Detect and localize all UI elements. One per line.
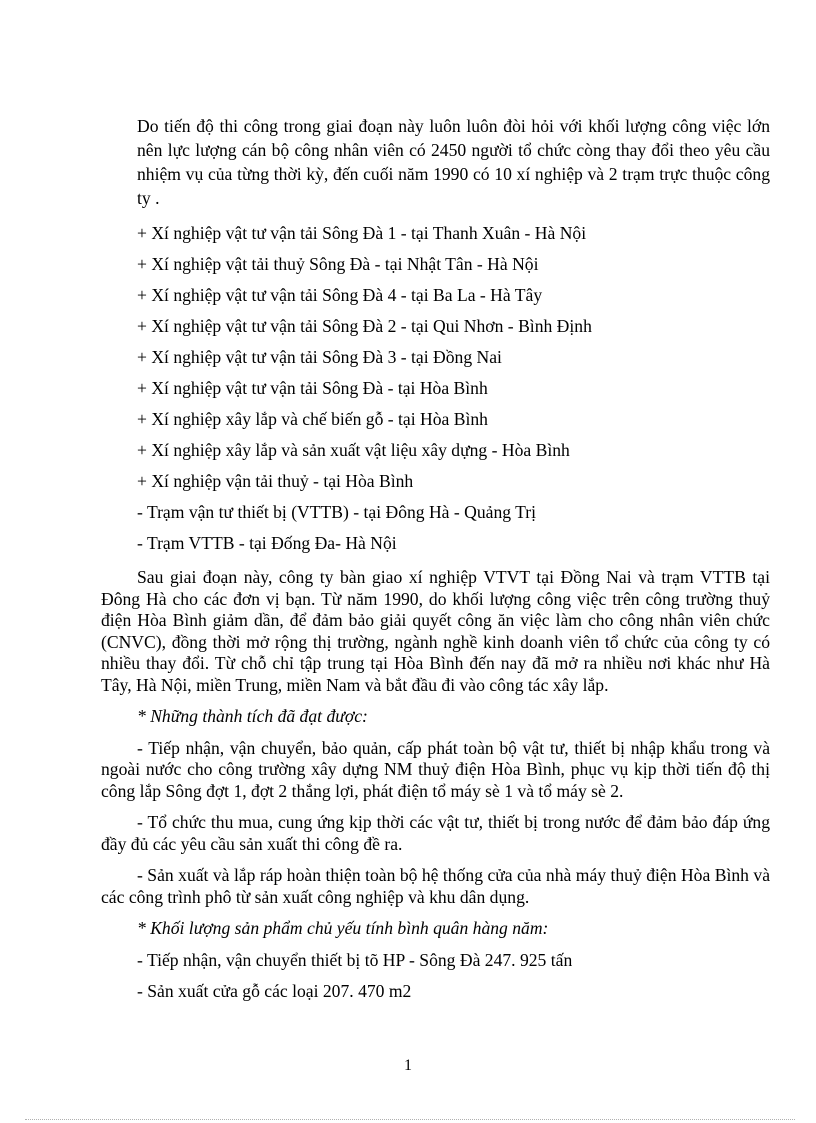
list-item: + Xí nghiệp vật tải thuỷ Sông Đà - tại Nhật Tân - Hà Nội: [137, 254, 539, 274]
spacer: [137, 908, 770, 918]
intro-paragraph: [137, 90, 770, 210]
output-item: - Tiếp nhận, vận chuyển thiết bị tõ HP - Sông Đà 247. 925 tấn: [137, 949, 573, 970]
spacer: [137, 940, 770, 950]
list-item: + Xí nghiệp xây lắp và chế biến gỗ - tại Hòa Bình: [137, 409, 488, 429]
page-body: [101, 90, 770, 1003]
achievement-text: - Tổ chức thu mua, cung ứng kịp thời các vật tư, thiết bị trong nước để đảm bảo đáp ứng đầy đủ các yêu cầu sản xuất thi công đề ra.: [101, 812, 770, 854]
output-heading: * Khối lượng sản phẩm chủ yếu tính bình quân hàng năm:: [137, 918, 549, 938]
list-item: + Xí nghiệp vật tư vận tải Sông Đà 3 - tại Đồng Nai: [137, 347, 502, 367]
list-item: + Xí nghiệp vật tư vận tải Sông Đà 4 - tại Ba La - Hà Tây: [137, 285, 543, 305]
transition-paragraph-text: Sau giai đoạn này, công ty bàn giao xí nghiệp VTVT tại Đồng Nai và trạm VTTB tại Đông Hà cho các đơn vị bạn. Từ năm 1990, do khối lượng công việc trên công trường thuỷ điện Hòa Bình giảm dần, để đảm bảo giải quyết công ăn việc làm cho công nhân viên chức (CNVC), đồng thời mở rộng thị trường, ngành nghề kinh doanh viên tổ chức của công ty có nhiều thay đổi. Từ chỗ chỉ tập trung tại Hòa Bình đến nay đã mở ra nhiều nơi khác như Hà Tây, Hà Nội, miền Trung, miền Nam và bắt đầu đi vào công tác xây lắp.: [101, 567, 770, 695]
transition-paragraph: [101, 567, 770, 696]
output-item: - Sản xuất cửa gỗ các loại 207. 470 m2: [137, 981, 412, 1001]
unit-list: [137, 218, 770, 559]
list-item: + Xí nghiệp vận tải thuỷ - tại Hòa Bình: [137, 471, 414, 491]
list-item: + Xí nghiệp vật tư vận tải Sông Đà 2 - tại Qui Nhơn - Bình Định: [137, 316, 592, 336]
achievement-item: [101, 738, 770, 803]
list-item: + Xí nghiệp vật tư vận tải Sông Đà - tại Hòa Bình: [137, 378, 488, 398]
spacer: [137, 559, 770, 567]
page-number: 1: [404, 1057, 412, 1074]
spacer: [137, 855, 770, 865]
list-item: - Trạm vận tư thiết bị (VTTB) - tại Đông Hà - Quảng Trị: [137, 502, 537, 522]
achievements-heading: * Những thành tích đã đạt được:: [137, 706, 368, 726]
list-item: - Trạm VTTB - tại Đống Đa- Hà Nội: [137, 533, 397, 553]
spacer: [137, 728, 770, 738]
list-item: + Xí nghiệp vật tư vận tải Sông Đà 1 - tại Thanh Xuân - Hà Nội: [137, 223, 587, 243]
achievement-item: [101, 865, 770, 908]
intro-paragraph-text: Do tiến độ thi công trong giai đoạn này luôn luôn đòi hỏi với khối lượng công việc lớn nên lực lượng cán bộ công nhân viên có 2450 người tổ chức còng thay đổi theo yêu cầu nhiệm vụ của từng thời kỳ, đến cuối năm 1990 có 10 xí nghiệp và 2 trạm trực thuộc công ty .: [137, 116, 770, 208]
spacer: [137, 802, 770, 812]
spacer: [137, 696, 770, 706]
page-break-divider: [25, 1119, 795, 1120]
achievement-text: - Sản xuất và lắp ráp hoàn thiện toàn bộ hệ thống cửa của nhà máy thuỷ điện Hòa Bình và các công trình phô từ sản xuất công nghiệp và khu dân dụng.: [101, 865, 770, 907]
achievement-item: [101, 812, 770, 855]
spacer: [137, 971, 770, 981]
spacer: [137, 210, 770, 218]
list-item: + Xí nghiệp xây lắp và sản xuất vật liệu xây dựng - Hòa Bình: [137, 440, 570, 460]
achievement-text: - Tiếp nhận, vận chuyển, bảo quản, cấp phát toàn bộ vật tư, thiết bị nhập khẩu trong và ngoài nước cho công trường xây dựng NM thuỷ điện Hòa Bình, phục vụ kịp thời tiến độ thị công lắp Sông đợt 1, đợt 2 thắng lợi, phát điện tổ máy sè 1 và tổ máy sè 2.: [101, 737, 770, 801]
